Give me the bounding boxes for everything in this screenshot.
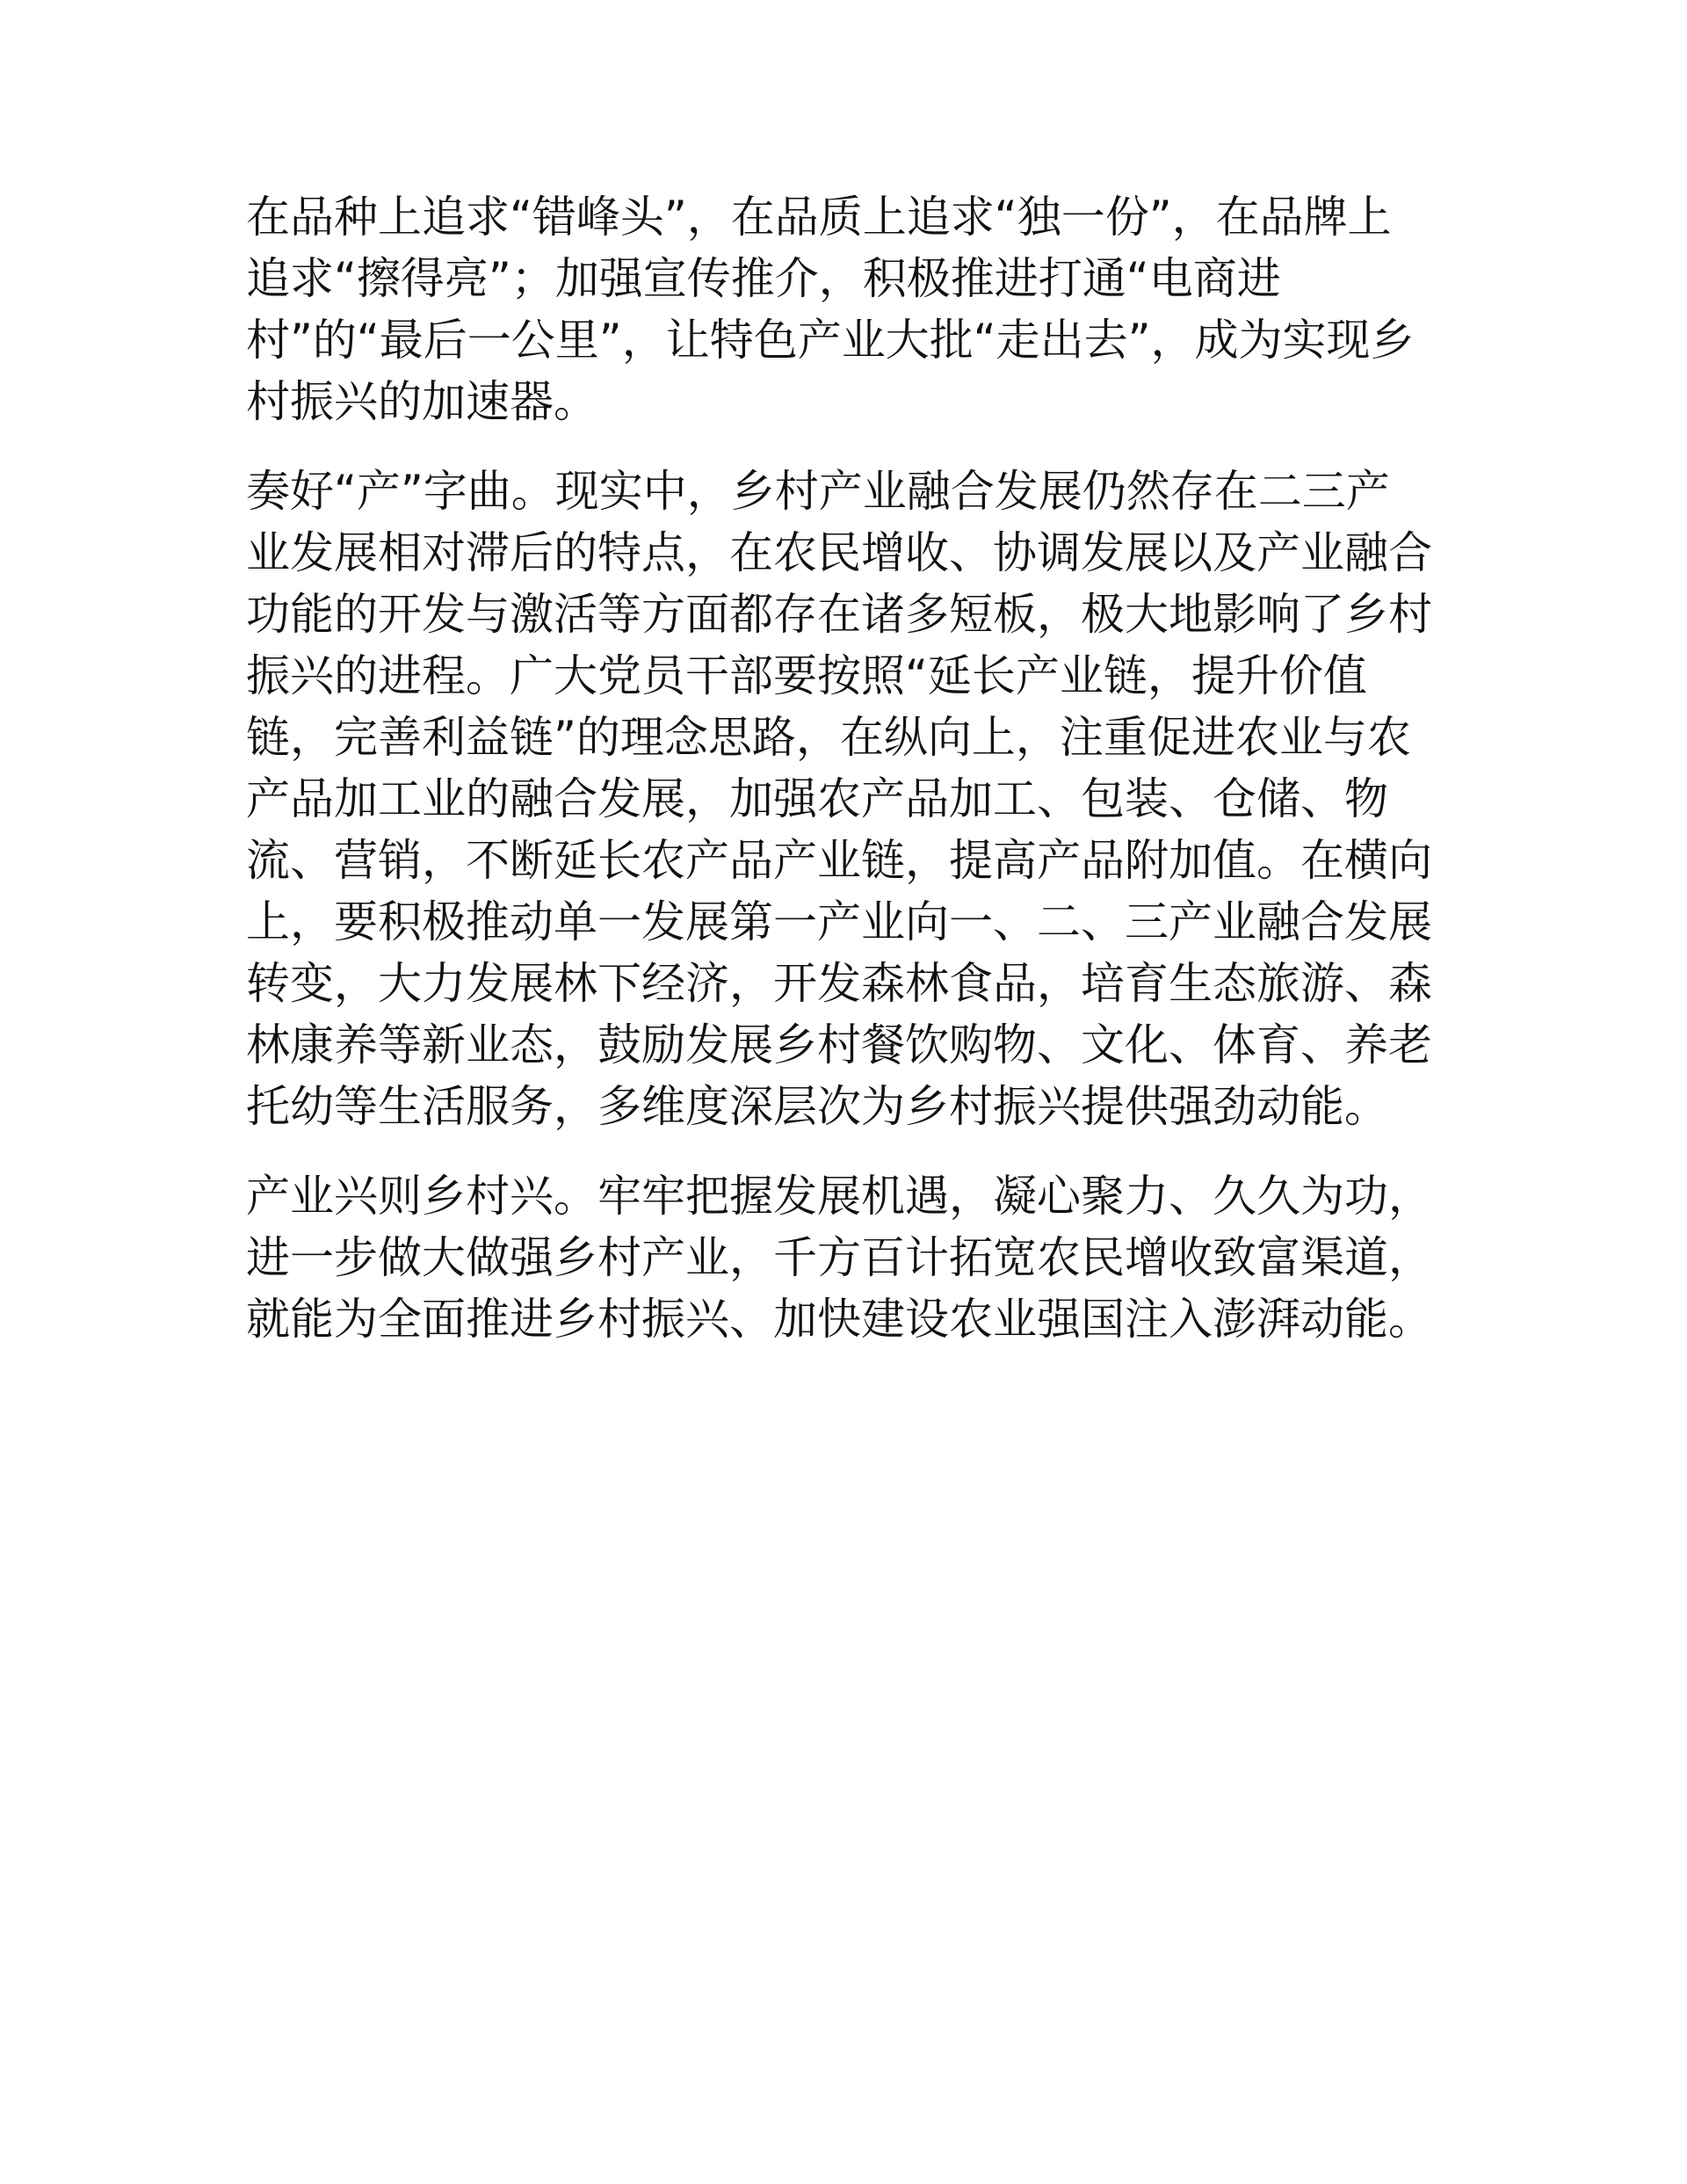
- text-line: 托幼等生活服务，多维度深层次为乡村振兴提供强劲动能。: [246, 1081, 1388, 1132]
- text-line: 链，完善利益链”的理念思路，在纵向上，注重促进农业与农: [246, 712, 1411, 763]
- paragraph-2: [246, 461, 1441, 1137]
- text-line: 在品种上追求“错峰头”，在品质上追求“独一份”，在品牌上: [246, 192, 1392, 243]
- paragraph-1: [246, 186, 1441, 432]
- text-line: 村振兴的加速器。: [246, 376, 597, 427]
- text-line: 业发展相对滞后的特点，在农民增收、协调发展以及产业融合: [246, 527, 1432, 578]
- text-line: 林康养等新业态，鼓励发展乡村餐饮购物、文化、体育、养老: [246, 1019, 1432, 1070]
- text-line: 追求“擦得亮”；加强宣传推介，积极推进打通“电商进: [246, 253, 1281, 304]
- text-line: 进一步做大做强乡村产业，千方百计拓宽农民增收致富渠道，: [246, 1232, 1432, 1283]
- text-line: 奏好“产”字曲。现实中，乡村产业融合发展仍然存在二三产: [246, 466, 1390, 517]
- text-line: 转变，大力发展林下经济，开发森林食品，培育生态旅游、森: [246, 958, 1432, 1009]
- document-body: [246, 186, 1441, 1378]
- text-line: 产品加工业的融合发展，加强农产品加工、包装、仓储、物: [246, 773, 1388, 824]
- text-line: 功能的开发与激活等方面都存在诸多短板，极大地影响了乡村: [246, 589, 1432, 640]
- text-line: 流、营销，不断延长农产品产业链，提高产品附加值。在横向: [246, 835, 1432, 886]
- text-line: 村”的“最后一公里”，让特色产业大批“走出去”，成为实现乡: [246, 315, 1415, 366]
- text-line: 振兴的进程。广大党员干部要按照“延长产业链，提升价值: [246, 650, 1367, 701]
- text-line: 上，要积极推动单一发展第一产业向一、二、三产业融合发展: [246, 896, 1432, 947]
- text-line: 就能为全面推进乡村振兴、加快建设农业强国注入澎湃动能。: [246, 1294, 1432, 1345]
- text-line: 产业兴则乡村兴。牢牢把握发展机遇，凝心聚力、久久为功，: [246, 1171, 1432, 1222]
- paragraph-3: [246, 1165, 1441, 1350]
